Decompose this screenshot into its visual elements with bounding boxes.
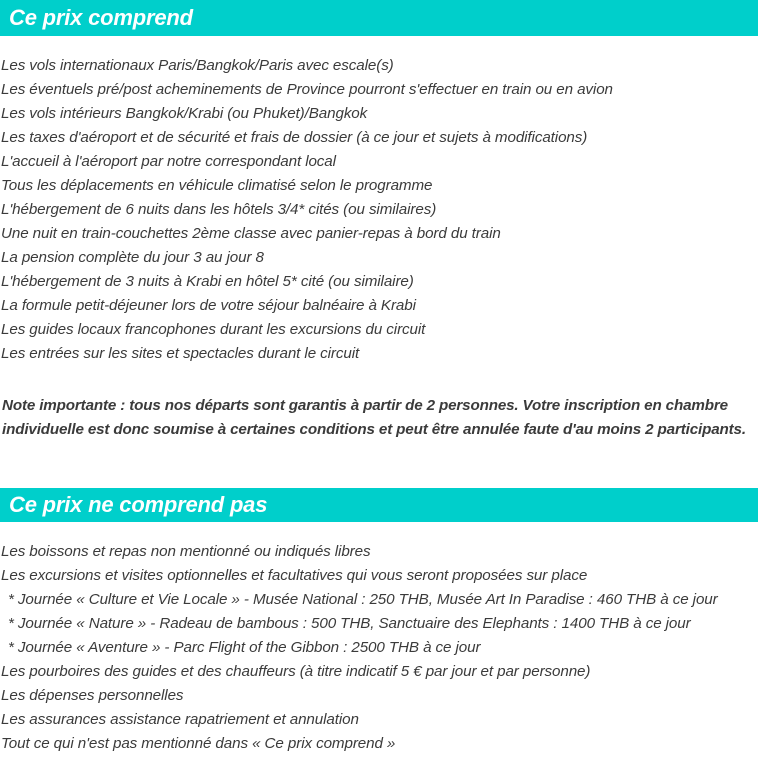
important-note-line-2: individuelle est donc soumise à certaines conditions et peut être annulée faute d'au moins 2 participants. [2,421,746,438]
section-header-excluded [0,488,758,522]
list-item: Les éventuels pré/post acheminements de Province pourront s'effectuer en train ou en avion [1,81,613,98]
list-item: L'hébergement de 3 nuits à Krabi en hôtel 5* cité (ou similaire) [1,273,414,290]
list-item: Les vols internationaux Paris/Bangkok/Paris avec escale(s) [1,57,394,74]
list-item: * Journée « Nature » - Radeau de bambous : 500 THB, Sanctuaire des Elephants : 1400 THB à ce jour [8,615,691,632]
list-item: * Journée « Aventure » - Parc Flight of the Gibbon : 2500 THB à ce jour [8,639,481,656]
list-item: Les boissons et repas non mentionné ou indiqués libres [1,543,371,560]
included-items-list [0,54,758,366]
list-item: Les dépenses personnelles [1,687,184,704]
important-note [0,394,758,442]
list-item: Tout ce qui n'est pas mentionné dans « Ce prix comprend » [1,735,396,752]
list-item: L'hébergement de 6 nuits dans les hôtels 3/4* cités (ou similaires) [1,201,437,218]
important-note-line-1: Note importante : tous nos départs sont garantis à partir de 2 personnes. Votre inscription en chambre [2,397,728,414]
list-item: Les assurances assistance rapatriement et annulation [1,711,359,728]
list-item: La pension complète du jour 3 au jour 8 [1,249,264,266]
list-item: Les entrées sur les sites et spectacles durant le circuit [1,345,360,362]
spacer [0,442,758,488]
spacer [0,36,758,54]
spacer [0,522,758,540]
list-item: Les pourboires des guides et des chauffeurs (à titre indicatif 5 € par jour et par personne) [1,663,591,680]
excluded-items-list [0,540,758,756]
list-item: Tous les déplacements en véhicule climatisé selon le programme [1,177,433,194]
list-item: L'accueil à l'aéroport par notre correspondant local [1,153,336,170]
spacer [0,366,758,394]
section-title-included: Ce prix comprend [9,5,193,30]
list-item: * Journée « Culture et Vie Locale » - Musée National : 250 THB, Musée Art In Paradise : 460 THB à ce jour [8,591,718,608]
list-item: Les guides locaux francophones durant les excursions du circuit [1,321,426,338]
section-title-excluded: Ce prix ne comprend pas [9,492,268,517]
list-item: Les vols intérieurs Bangkok/Krabi (ou Phuket)/Bangkok [1,105,368,122]
list-item: Les taxes d'aéroport et de sécurité et frais de dossier (à ce jour et sujets à modifications) [1,129,588,146]
list-item: Une nuit en train-couchettes 2ème classe avec panier-repas à bord du train [1,225,501,242]
list-item: Les excursions et visites optionnelles et facultatives qui vous seront proposées sur place [1,567,588,584]
section-header-included [0,0,758,36]
list-item: La formule petit-déjeuner lors de votre séjour balnéaire à Krabi [1,297,416,314]
